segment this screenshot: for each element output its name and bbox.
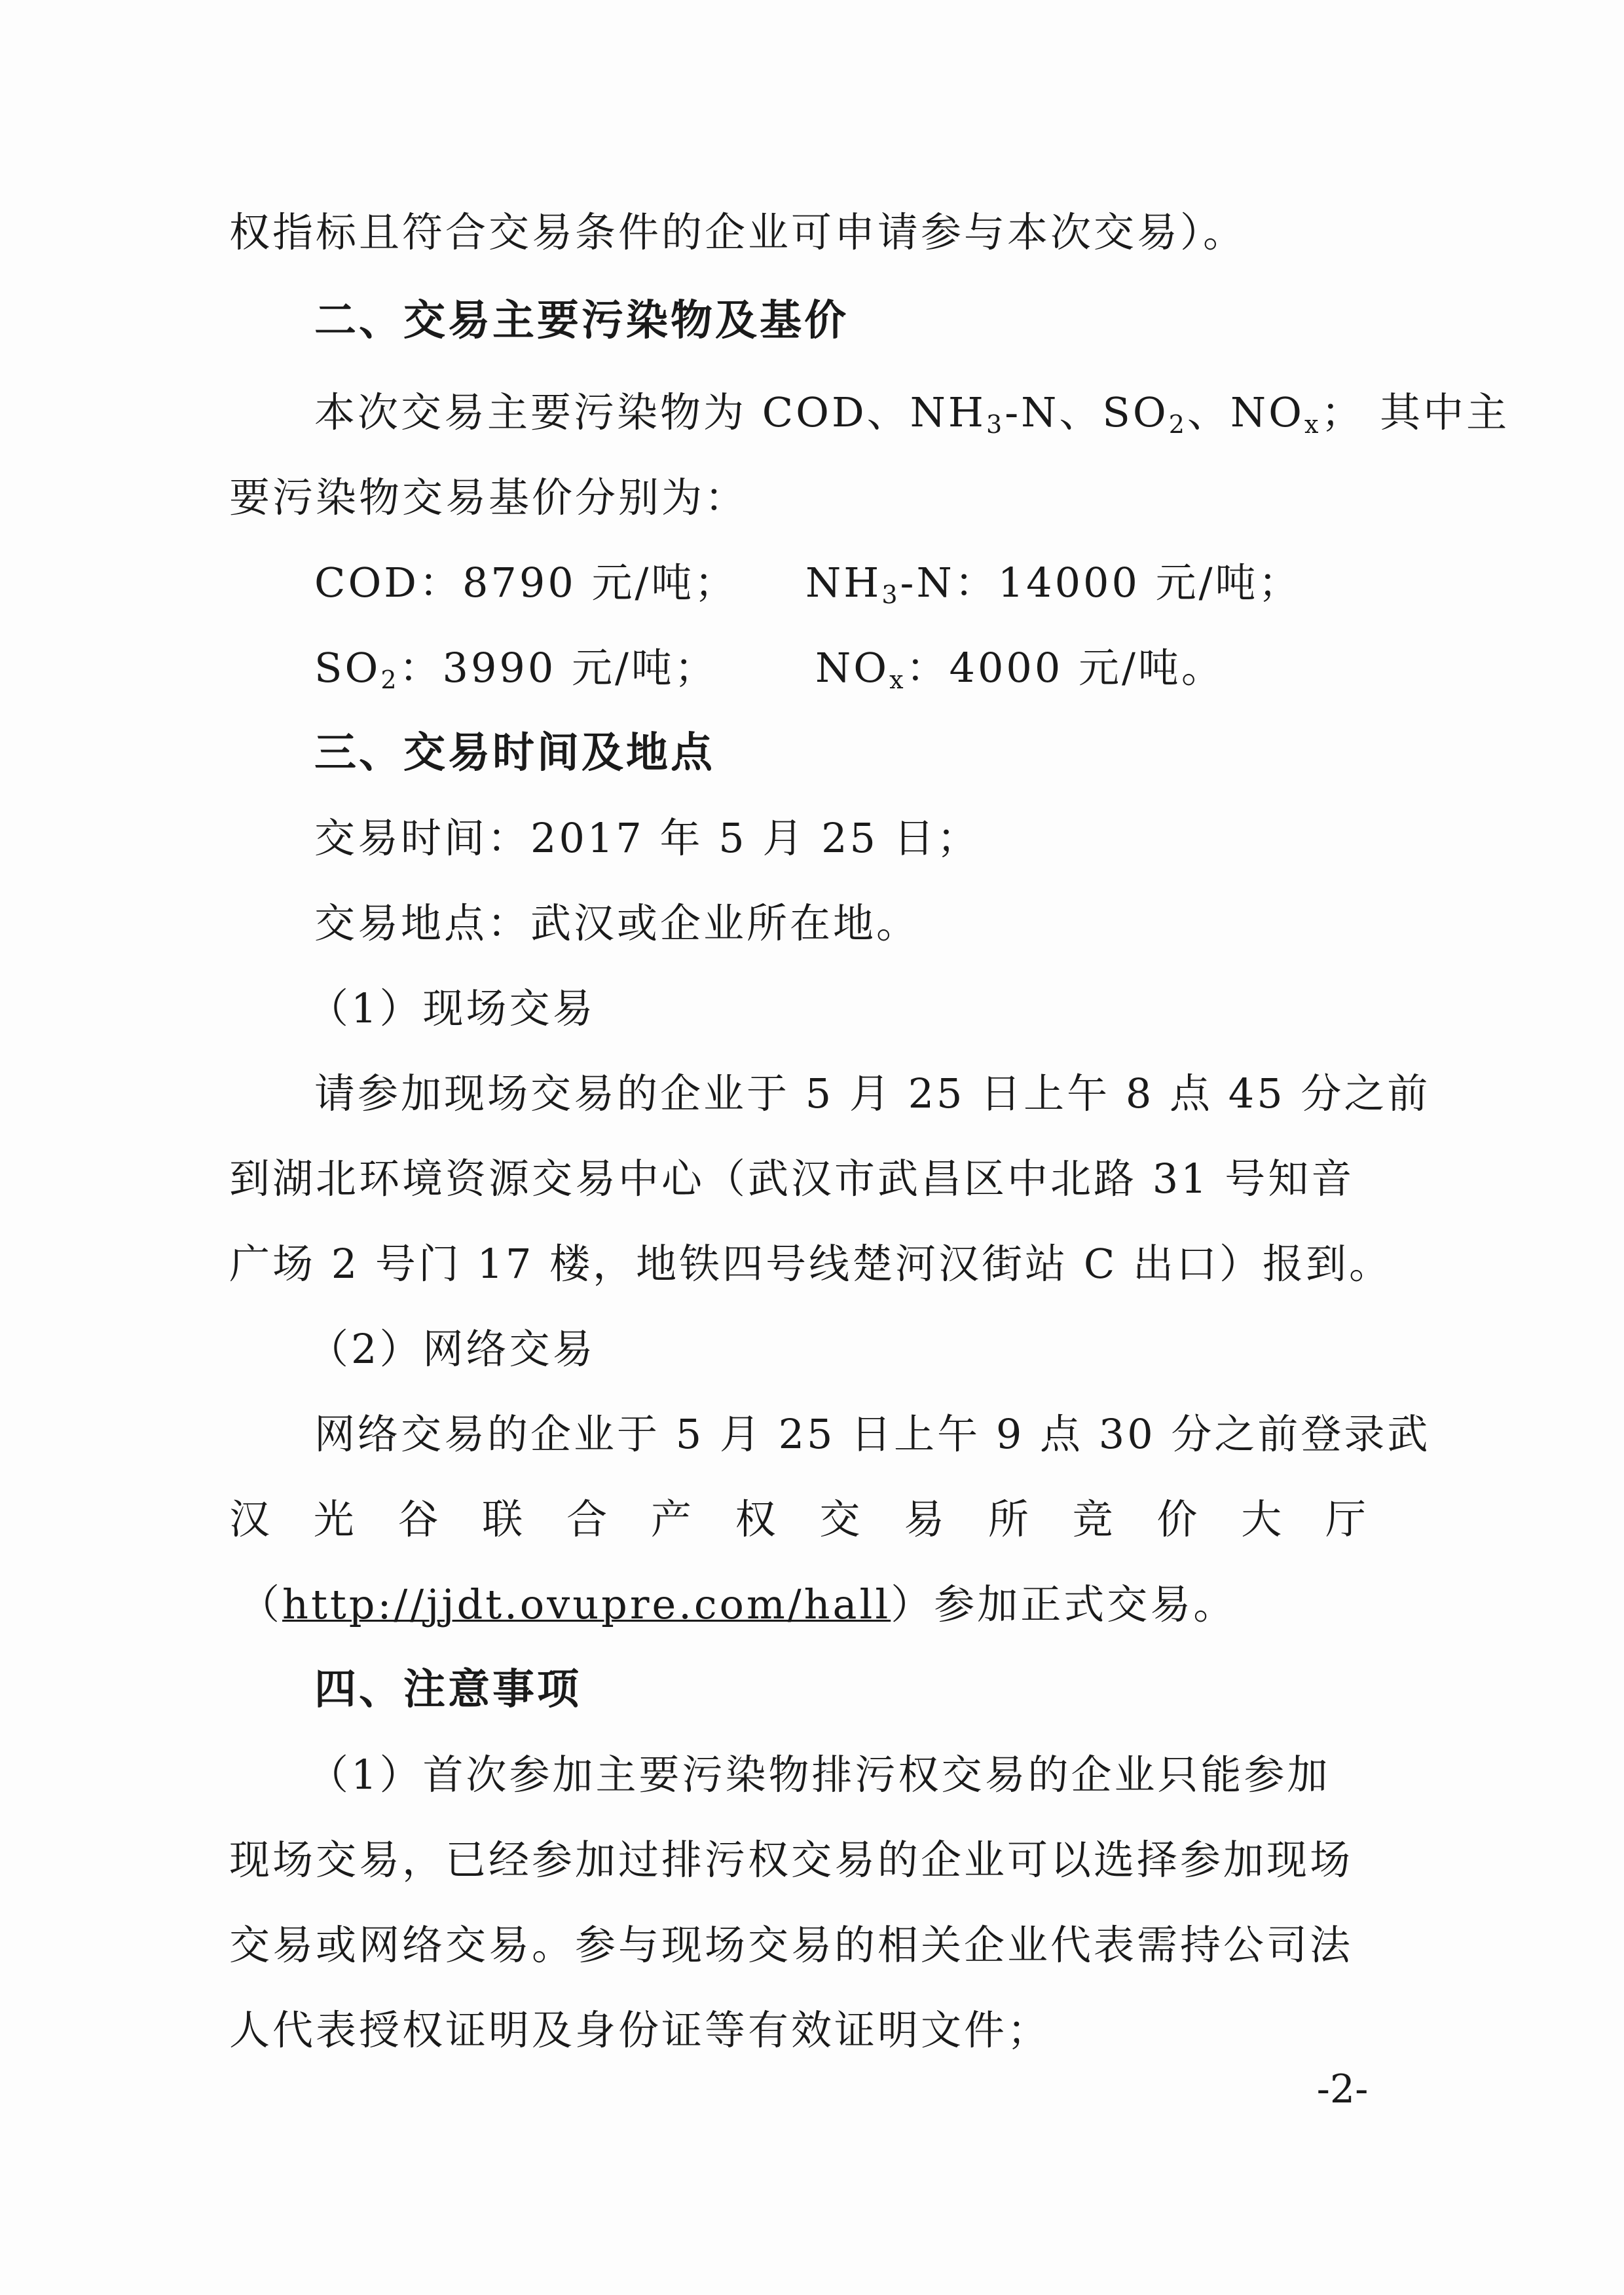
text-run: （	[239, 1580, 283, 1628]
char: 权	[735, 1495, 779, 1543]
paragraph-line: 到湖北环境资源交易中心（武汉市武昌区中北路 31 号知音	[229, 1155, 1355, 1203]
text-run: 本次交易主要污染物为 COD、NH	[314, 388, 987, 436]
char: 交	[819, 1495, 863, 1543]
paragraph-line: 权指标且符合交易条件的企业可申请参与本次交易）。	[229, 208, 1247, 256]
text-run: SO	[314, 644, 381, 692]
paragraph-line: 人代表授权证明及身份证等有效证明文件；	[229, 2006, 1051, 2054]
text-run: ：3990 元/吨；	[399, 644, 718, 692]
paragraph-line: 请参加现场交易的企业于 5 月 25 日上午 8 点 45 分之前	[314, 1070, 1431, 1117]
trading-hall-link[interactable]: http://jjdt.ovupre.com/hall	[282, 1580, 891, 1628]
section-heading-3: 三、交易时间及地点	[314, 729, 715, 777]
text-run: -N、SO	[1005, 388, 1169, 436]
section-heading-2: 二、交易主要污染物及基价	[314, 297, 849, 345]
char: 光	[313, 1495, 357, 1543]
char: 合	[566, 1495, 610, 1543]
price-row-1	[314, 544, 1369, 622]
trade-time: 交易时间：2017 年 5 月 25 日；	[314, 814, 980, 862]
subscript: x	[889, 665, 906, 694]
subscript: 3	[881, 580, 900, 609]
paragraph-line: 广场 2 号门 17 楼，地铁四号线楚河汉街站 C 出口）报到。	[229, 1240, 1393, 1288]
paragraph-line: （1）首次参加主要污染物排污权交易的企业只能参加	[308, 1751, 1331, 1799]
char: 产	[650, 1495, 694, 1543]
char: 厅	[1325, 1495, 1369, 1543]
char: 谷	[397, 1495, 441, 1543]
price-row-2	[314, 629, 1369, 707]
price-so2	[314, 629, 718, 707]
text-run: -N：14000 元/吨；	[900, 559, 1302, 606]
char: 汉	[229, 1495, 273, 1543]
text-run: ； 其中主	[1321, 388, 1510, 436]
text-run: ）参加正式交易。	[891, 1580, 1237, 1628]
trade-place: 交易地点：武汉或企业所在地。	[314, 899, 920, 947]
char: 价	[1156, 1495, 1200, 1543]
paragraph-line: 交易或网络交易。参与现场交易的相关企业代表需持公司法	[229, 1921, 1354, 1969]
text-run: NH	[805, 559, 882, 606]
price-nh3n	[805, 544, 1302, 622]
page-number: -2-	[1316, 2066, 1369, 2112]
paragraph-line: 现场交易，已经参加过排污权交易的企业可以选择参加现场	[229, 1836, 1354, 1884]
char: 所	[987, 1495, 1031, 1543]
subscript: 3	[986, 410, 1005, 439]
section-heading-4: 四、注意事项	[314, 1666, 581, 1714]
subscript: 2	[380, 665, 399, 694]
price-cod: COD：8790 元/吨；	[314, 559, 738, 606]
subscript: x	[1304, 410, 1321, 439]
char: 竞	[1072, 1495, 1116, 1543]
char: 联	[482, 1495, 526, 1543]
subsection-onsite: （1）现场交易	[308, 984, 596, 1032]
text-run: 、NO	[1187, 388, 1304, 436]
char: 大	[1241, 1495, 1285, 1543]
char: 易	[904, 1495, 948, 1543]
paragraph-line-justified	[229, 1480, 1369, 1559]
paragraph-line	[239, 1565, 1369, 1644]
subscript: 2	[1168, 410, 1187, 439]
paragraph-line	[314, 373, 1510, 452]
subsection-online: （2）网络交易	[308, 1325, 596, 1373]
text-run: NO	[815, 644, 890, 692]
text-run: ：4000 元/吨。	[906, 644, 1225, 692]
price-nox	[815, 629, 1225, 707]
paragraph-line: 网络交易的企业于 5 月 25 日上午 9 点 30 分之前登录武	[314, 1410, 1431, 1458]
paragraph-line: 要污染物交易基价分别为：	[229, 474, 748, 521]
